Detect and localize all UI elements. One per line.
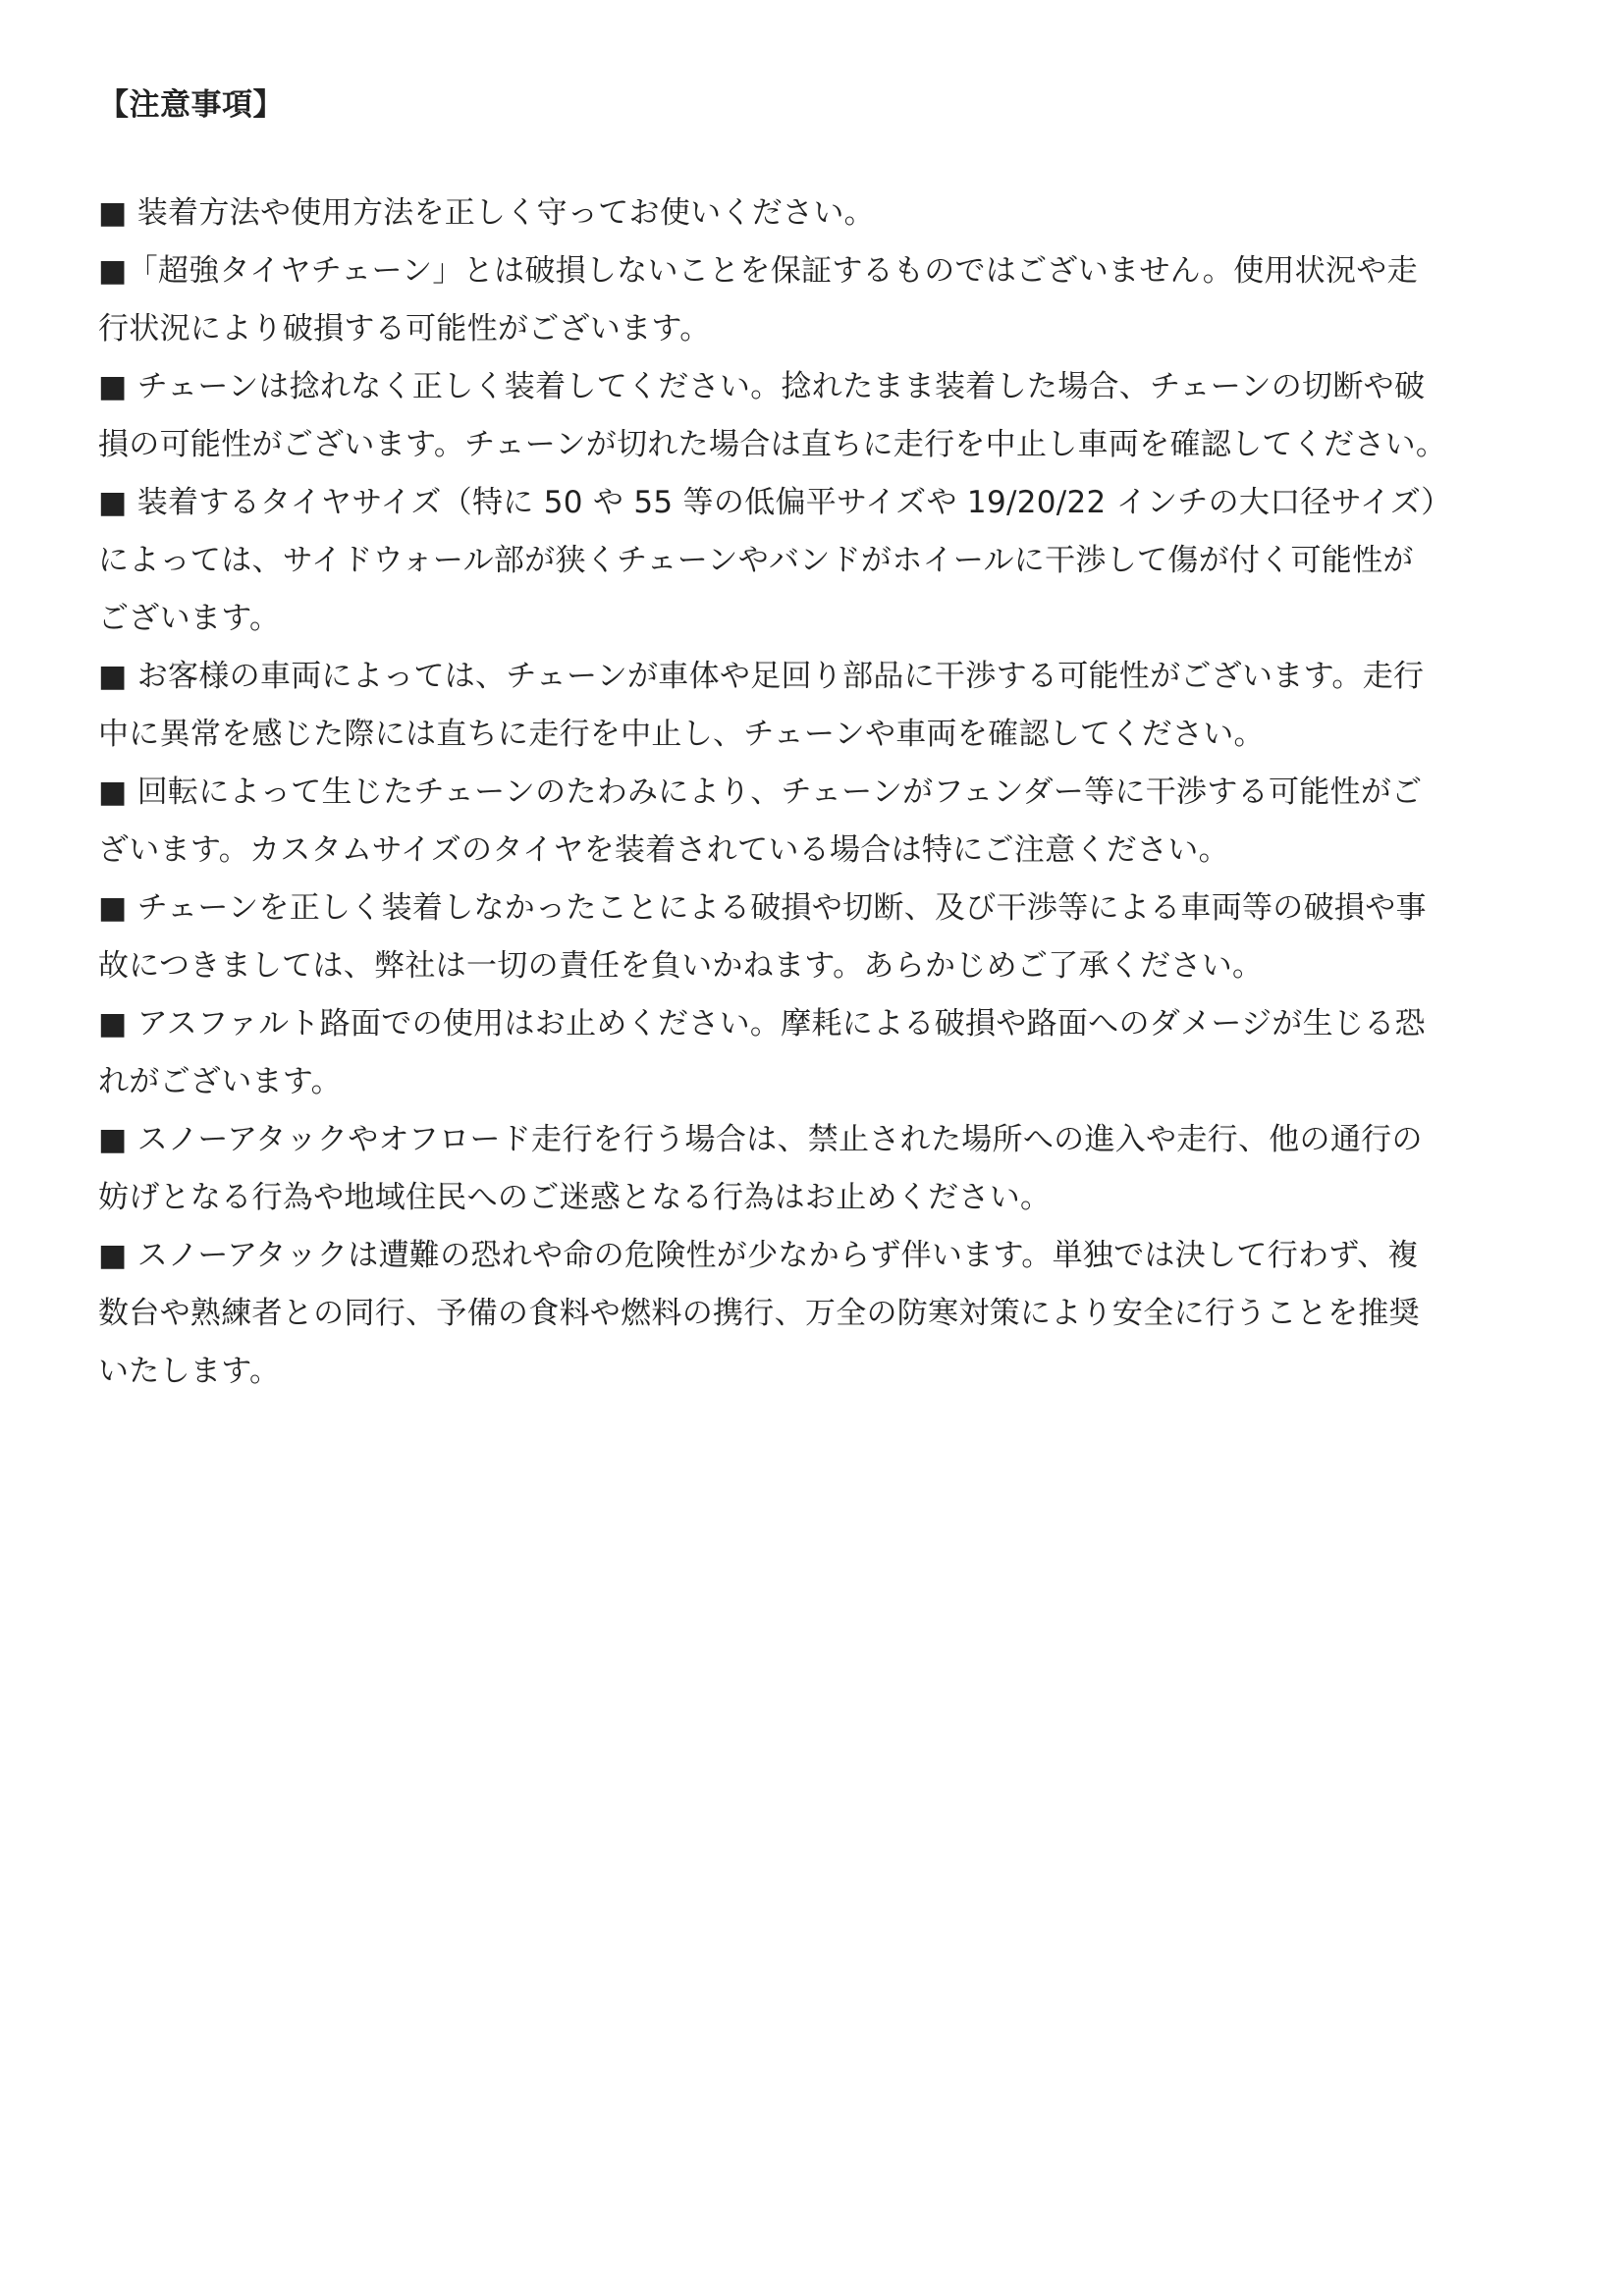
notice-line: ■ チェーンは捻れなく正しく装着してください。捻れたまま装着した場合、チェーンの切断や破 bbox=[98, 369, 1426, 404]
notice-item bbox=[98, 185, 1532, 242]
notice-item bbox=[98, 242, 1532, 358]
notice-line: 行状況により破損する可能性がございます。 bbox=[98, 311, 711, 347]
notice-line: ■ 装着方法や使用方法を正しく守ってお使いください。 bbox=[98, 195, 875, 231]
notice-line: ■ チェーンを正しく装着しなかったことによる破損や切断、及び干渉等による車両等の破損や事 bbox=[98, 890, 1427, 926]
document-page bbox=[98, 77, 1532, 1401]
notice-line: 妨げとなる行為や地域住民へのご迷惑となる行為はお止めください。 bbox=[98, 1180, 1052, 1215]
notice-line: れがございます。 bbox=[98, 1064, 342, 1099]
notice-item bbox=[98, 358, 1532, 474]
notice-line: ■ 回転によって生じたチェーンのたわみにより、チェーンがフェンダー等に干渉する可能性がご bbox=[98, 774, 1423, 810]
notice-item bbox=[98, 880, 1532, 995]
notice-line: ■ お客様の車両によっては、チェーンが車体や足回り部品に干渉する可能性がございます。走行 bbox=[98, 659, 1425, 694]
notice-item bbox=[98, 764, 1532, 880]
notice-list bbox=[98, 185, 1532, 1401]
notice-line: ■ スノーアタックは遭難の恐れや命の危険性が少なからず伴います。単独では決して行わず、複 bbox=[98, 1238, 1419, 1273]
notice-line: 数台や熟練者との同行、予備の食料や燃料の携行、万全の防寒対策により安全に行うことを推奨 bbox=[98, 1296, 1420, 1331]
notice-line: 中に異常を感じた際には直ちに走行を中止し、チェーンや車両を確認してください。 bbox=[98, 717, 1265, 752]
notice-item bbox=[98, 995, 1532, 1111]
notice-line: 故につきましては、弊社は一切の責任を負いかねます。あらかじめご了承ください。 bbox=[98, 948, 1264, 984]
notice-line: 損の可能性がございます。チェーンが切れた場合は直ちに走行を中止し車両を確認してください。 bbox=[98, 427, 1447, 462]
notice-item bbox=[98, 1111, 1532, 1227]
notice-item bbox=[98, 1227, 1532, 1401]
notice-line: ■「超強タイヤチェーン」とは破損しないことを保証するものではございません。使用状況や走 bbox=[98, 253, 1418, 289]
notice-line: ざいます。カスタムサイズのタイヤを装着されている場合は特にご注意ください。 bbox=[98, 832, 1229, 868]
notice-line: ■ 装着するタイヤサイズ（特に 50 や 55 等の低偏平サイズや 19/20/22 インチの大口径サイズ） bbox=[98, 485, 1452, 520]
notice-item bbox=[98, 474, 1532, 648]
notice-line: いたします。 bbox=[98, 1354, 281, 1389]
notice-line: ございます。 bbox=[98, 601, 281, 636]
notice-line: ■ スノーアタックやオフロード走行を行う場合は、禁止された場所への進入や走行、他の通行の bbox=[98, 1122, 1423, 1157]
page-title: 【注意事項】 bbox=[98, 87, 284, 123]
notice-item bbox=[98, 648, 1532, 764]
notice-line: によっては、サイドウォール部が狭くチェーンやバンドがホイールに干渉して傷が付く可能性が bbox=[98, 543, 1414, 578]
notice-line: ■ アスファルト路面での使用はお止めください。摩耗による破損や路面へのダメージが生じる恐 bbox=[98, 1006, 1426, 1041]
